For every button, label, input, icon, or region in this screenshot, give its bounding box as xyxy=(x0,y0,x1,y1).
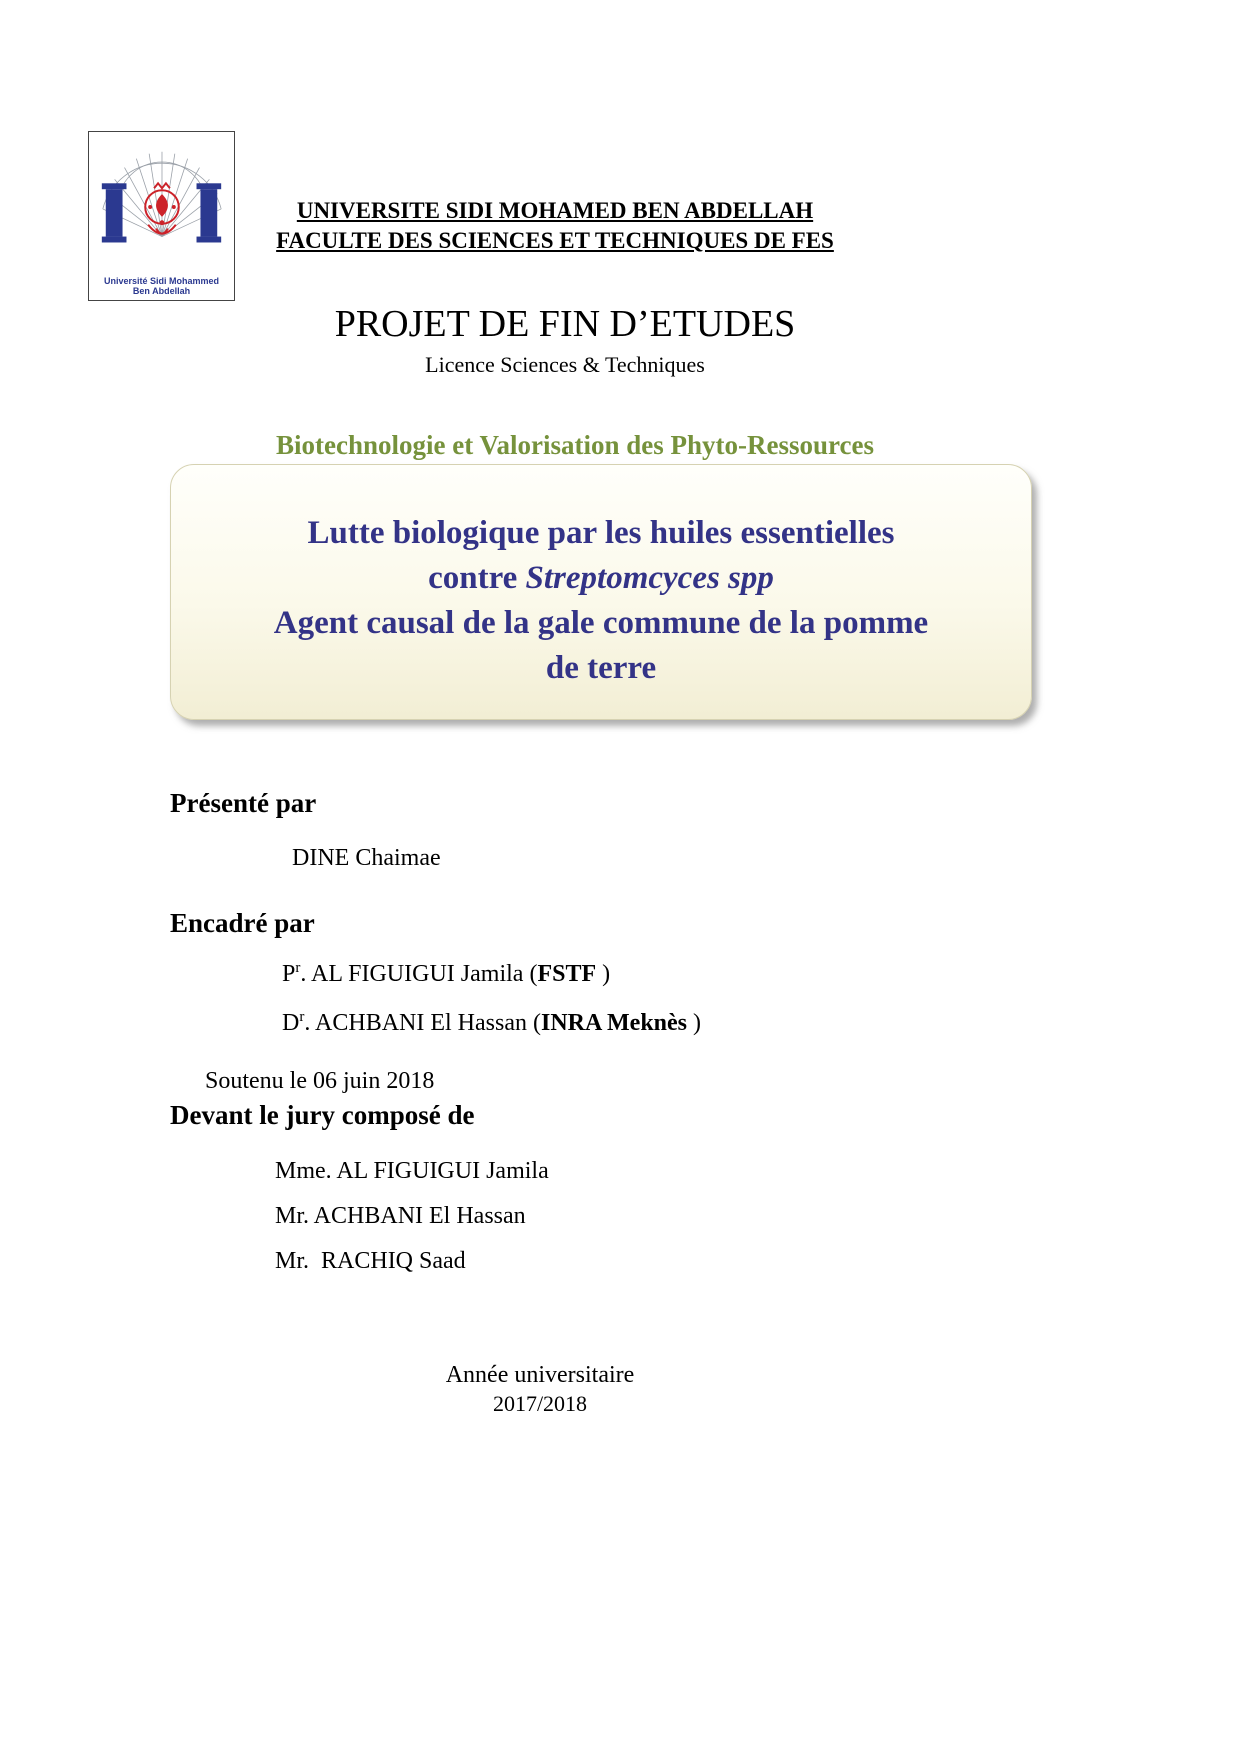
academic-year-label: Année universitaire xyxy=(445,1362,635,1388)
supervisor-suffix: ) xyxy=(687,1010,702,1036)
project-title-line2-species: Streptomcyces spp xyxy=(525,560,774,596)
supervisor-entry xyxy=(282,960,701,988)
supervisor-name: . AL FIGUIGUI Jamila ( xyxy=(300,961,538,987)
document-subtitle: Licence Sciences & Techniques xyxy=(425,352,705,377)
supervisor-degree-sup: r xyxy=(299,1009,305,1025)
document-title: PROJET DE FIN D’ETUDES xyxy=(334,303,796,345)
logo-caption-line1: Université Sidi Mohammed xyxy=(103,276,220,286)
jury-member: Mme. AL FIGUIGUI Jamila xyxy=(275,1158,549,1184)
supervisor-affiliation: FSTF xyxy=(537,961,597,987)
academic-year-value: 2017/2018 xyxy=(492,1391,588,1416)
university-name: UNIVERSITE SIDI MOHAMED BEN ABDELLAH xyxy=(296,198,814,223)
supervisor-affiliation: INRA Meknès xyxy=(541,1010,688,1036)
jury-label: Devant le jury composé de xyxy=(170,1100,475,1130)
supervisor-list xyxy=(282,960,701,1058)
logo-caption-line2: Ben Abdellah xyxy=(132,286,191,296)
supervisor-degree: D xyxy=(282,1010,300,1036)
program-name: Biotechnologie et Valorisation des Phyto-Ressources xyxy=(276,430,874,460)
project-title-line4: de terre xyxy=(545,650,657,686)
defense-date: Soutenu le 06 juin 2018 xyxy=(205,1068,435,1094)
project-title-line1: Lutte biologique par les huiles essentielles xyxy=(307,515,895,551)
supervisor-name: . ACHBANI El Hassan ( xyxy=(304,1010,541,1036)
supervised-by-label: Encadré par xyxy=(170,908,315,938)
supervisor-entry xyxy=(282,1009,701,1037)
jury-member: Mr. RACHIQ Saad xyxy=(275,1248,466,1274)
project-title-line3: Agent causal de la gale commune de la pomme xyxy=(273,605,929,641)
student-name: DINE Chaimae xyxy=(292,845,441,871)
project-title-box xyxy=(170,464,1032,720)
header xyxy=(120,196,990,256)
jury-list xyxy=(275,1158,549,1293)
supervisor-degree: P xyxy=(282,961,296,987)
jury-member: Mr. ACHBANI El Hassan xyxy=(275,1203,526,1229)
footer xyxy=(0,1360,1080,1418)
supervisor-suffix: ) xyxy=(596,961,611,987)
logo-caption xyxy=(89,276,234,296)
presented-by-label: Présenté par xyxy=(170,788,317,818)
faculty-name: FACULTE DES SCIENCES ET TECHNIQUES DE FES xyxy=(276,228,834,253)
project-title-line2-prefix: contre xyxy=(428,560,526,596)
supervisor-degree-sup: r xyxy=(295,960,301,976)
project-title-line2 xyxy=(171,556,1031,601)
